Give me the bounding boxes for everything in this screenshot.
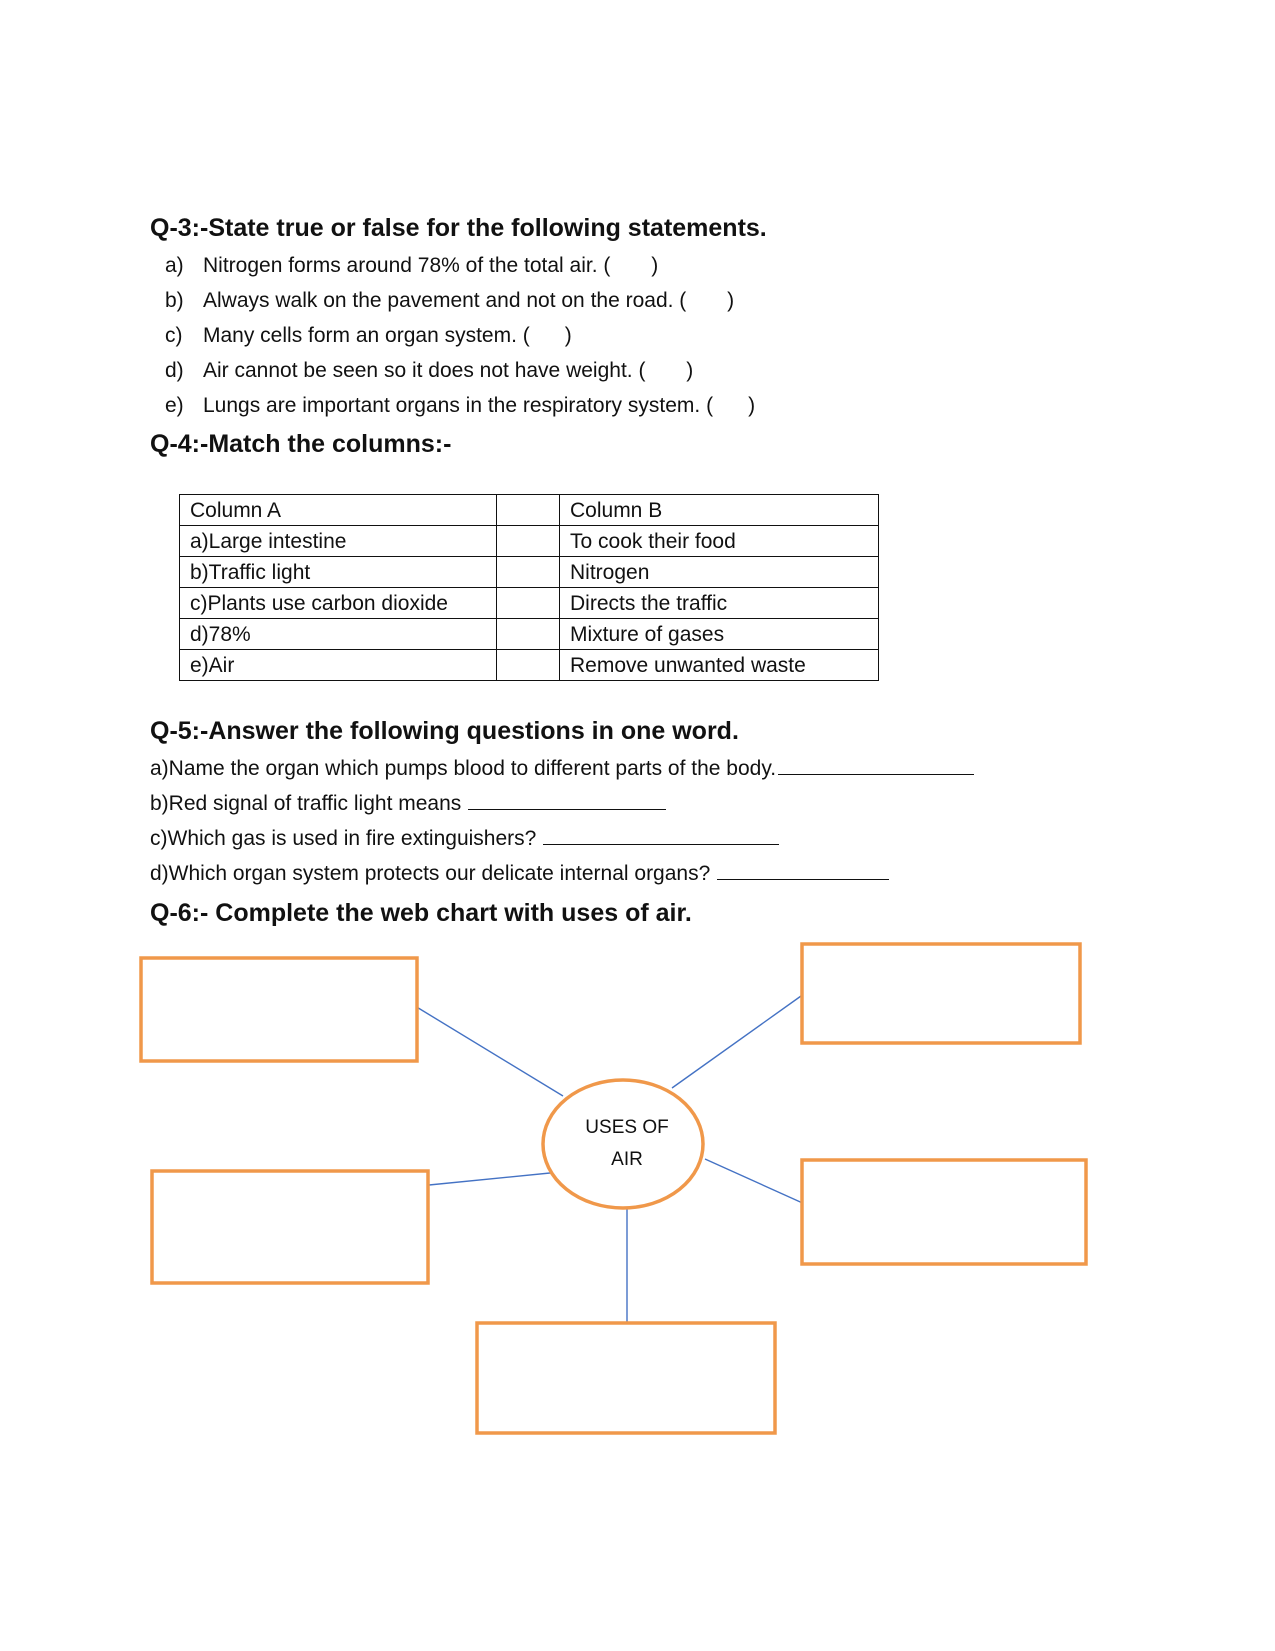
center-label-line1: USES OF	[585, 1117, 669, 1138]
center-label-line2: AIR	[611, 1149, 643, 1170]
q5-question: b)Red signal of traffic light means	[150, 792, 462, 815]
connector-line	[705, 1159, 807, 1205]
column-b-cell: Nitrogen	[560, 557, 879, 588]
column-a-cell: b)Traffic light	[180, 557, 497, 588]
answer-box-top-right[interactable]	[802, 944, 1080, 1043]
q5-heading: Q-5:-Answer the following questions in one word.	[150, 717, 739, 745]
answer-box-bottom[interactable]	[477, 1323, 775, 1433]
column-a-cell: a)Large intestine	[180, 526, 497, 557]
answer-parentheses[interactable]: ( )	[700, 394, 756, 417]
column-a-cell: e)Air	[180, 650, 497, 681]
answer-parentheses[interactable]: ( )	[673, 289, 735, 312]
connector-line	[429, 1172, 560, 1185]
tf-text: Air cannot be seen so it does not have weight.	[203, 359, 633, 382]
tf-text: Lungs are important organs in the respiratory system.	[203, 394, 701, 417]
answer-box-middle-right[interactable]	[802, 1160, 1086, 1264]
tf-letter: b)	[165, 289, 184, 312]
tf-letter: c)	[165, 324, 183, 347]
column-b-cell: Remove unwanted waste	[560, 650, 879, 681]
column-b-cell: Mixture of gases	[560, 619, 879, 650]
connector-line	[415, 1006, 563, 1096]
q5-question: a)Name the organ which pumps blood to different parts of the body.	[150, 757, 777, 780]
q6-heading: Q-6:- Complete the web chart with uses of air.	[150, 899, 692, 927]
column-b-header: Column B	[560, 495, 879, 526]
column-a-header: Column A	[180, 495, 497, 526]
answer-parentheses[interactable]: ( )	[516, 324, 572, 347]
q3-heading: Q-3:-State true or false for the following statements.	[150, 214, 767, 242]
column-b-cell: Directs the traffic	[560, 588, 879, 619]
answer-parentheses[interactable]: ( )	[632, 359, 694, 382]
answer-box-middle-left[interactable]	[152, 1171, 428, 1283]
column-a-cell: c)Plants use carbon dioxide	[180, 588, 497, 619]
connector-line	[672, 996, 801, 1088]
tf-letter: d)	[165, 359, 184, 382]
tf-letter: a)	[165, 254, 184, 277]
tf-text: Nitrogen forms around 78% of the total air.	[203, 254, 598, 277]
tf-letter: e)	[165, 394, 184, 417]
tf-text: Always walk on the pavement and not on the road.	[203, 289, 674, 312]
center-label	[548, 1112, 706, 1176]
answer-parentheses[interactable]: ( )	[597, 254, 659, 277]
answer-box-top-left[interactable]	[141, 958, 417, 1061]
q5-question: d)Which organ system protects our delicate internal organs?	[150, 862, 711, 885]
tf-text: Many cells form an organ system.	[203, 324, 517, 347]
column-a-cell: d)78%	[180, 619, 497, 650]
column-b-cell: To cook their food	[560, 526, 879, 557]
q4-heading: Q-4:-Match the columns:-	[150, 430, 452, 458]
q5-question: c)Which gas is used in fire extinguishers?	[150, 827, 537, 850]
